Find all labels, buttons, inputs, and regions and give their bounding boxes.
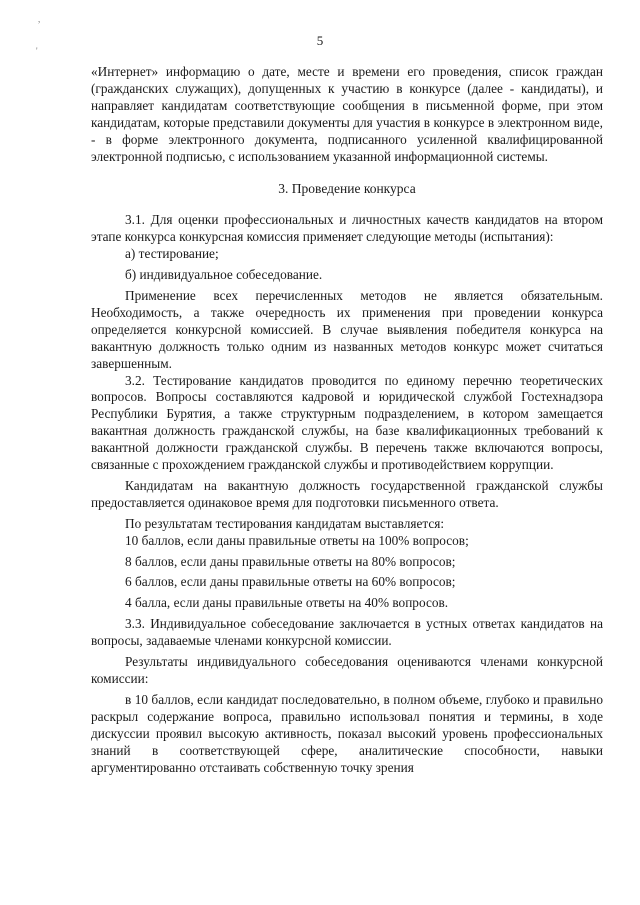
scan-speck: ,	[38, 14, 41, 24]
list-item-testing: а) тестирование;	[125, 246, 219, 262]
paragraph-10-points: в 10 баллов, если кандидат последовательно, в полном объеме, глубоко и правильно раскрыл содержание вопроса, правильно использовал понятия и термины, в ходе дискуссии проявил высокую активность, показал высокий уровень профессиональных знаний в соответствующей сфере, аналитические способности, навыки аргументированно отстаивать собственную точку зрения	[91, 691, 603, 775]
score-item-6: 6 баллов, если даны правильные ответы на 60% вопросов;	[125, 574, 456, 590]
paragraph-interview-results: Результаты индивидуального собеседования оцениваются членами конкурсной комиссии:	[91, 654, 603, 686]
paragraph-3-2: 3.2. Тестирование кандидатов проводится по единому перечню теоретических вопросов. Вопросы составляются кадровой и юридической службой Гостехнадзора Республики Бурятия, а также структурным подразделением, в котором замещается вакантная должность гражданской службы, на базе квалификационных требований к вакантной должности гражданской службы. В перечень также включаются вопросы, связанные с прохождением гражданской службы и противодействием коррупции.	[91, 372, 603, 473]
paragraph-3-3: 3.3. Индивидуальное собеседование заключается в устных ответах кандидатов на вопросы, задаваемые членами конкурсной комиссии.	[91, 616, 603, 649]
paragraph-time: Кандидатам на вакантную должность государственной гражданской службы предоставляется одинаковое время для подготовки письменного ответа.	[91, 477, 603, 510]
score-item-10: 10 баллов, если даны правильные ответы на 100% вопросов;	[125, 532, 469, 548]
section-heading: 3. Проведение конкурса	[278, 181, 416, 197]
list-item-interview: б) индивидуальное собеседование.	[125, 267, 323, 283]
scan-speck: '	[36, 46, 38, 56]
score-item-4: 4 балла, если даны правильные ответы на 40% вопросов.	[125, 595, 449, 611]
paragraph-methods: Применение всех перечисленных методов не является обязательным. Необходимость, а также очередность их применения при проведении конкурса определяется конкурсной комиссией. В случае выявления победителя конкурса на вакантную должность только одним из названных методов конкурс может считаться завершенным.	[91, 287, 603, 371]
paragraph-results: По результатам тестирования кандидатам выставляется:	[125, 515, 445, 531]
paragraph-3-1: 3.1. Для оценки профессиональных и личностных качеств кандидатов на втором этапе конкурса конкурсная комиссия применяет следующие методы (испытания):	[91, 212, 603, 245]
paragraph-intro: «Интернет» информацию о дате, месте и времени его проведения, список граждан (гражданских служащих), допущенных к участию в конкурсе (далее - кандидаты), и направляет кандидатам соответствующие сообщения в письменной форме, при этом кандидатам, которые представили документы для участия в конкурсе в электронном виде, - в форме электронного документа, подписанного усиленной квалифицированной электронной подписью, с использованием указанной информационной системы.	[91, 64, 603, 164]
score-item-8: 8 баллов, если даны правильные ответы на 80% вопросов;	[125, 553, 456, 569]
page-number: 5	[316, 33, 324, 48]
document-body	[91, 64, 603, 776]
